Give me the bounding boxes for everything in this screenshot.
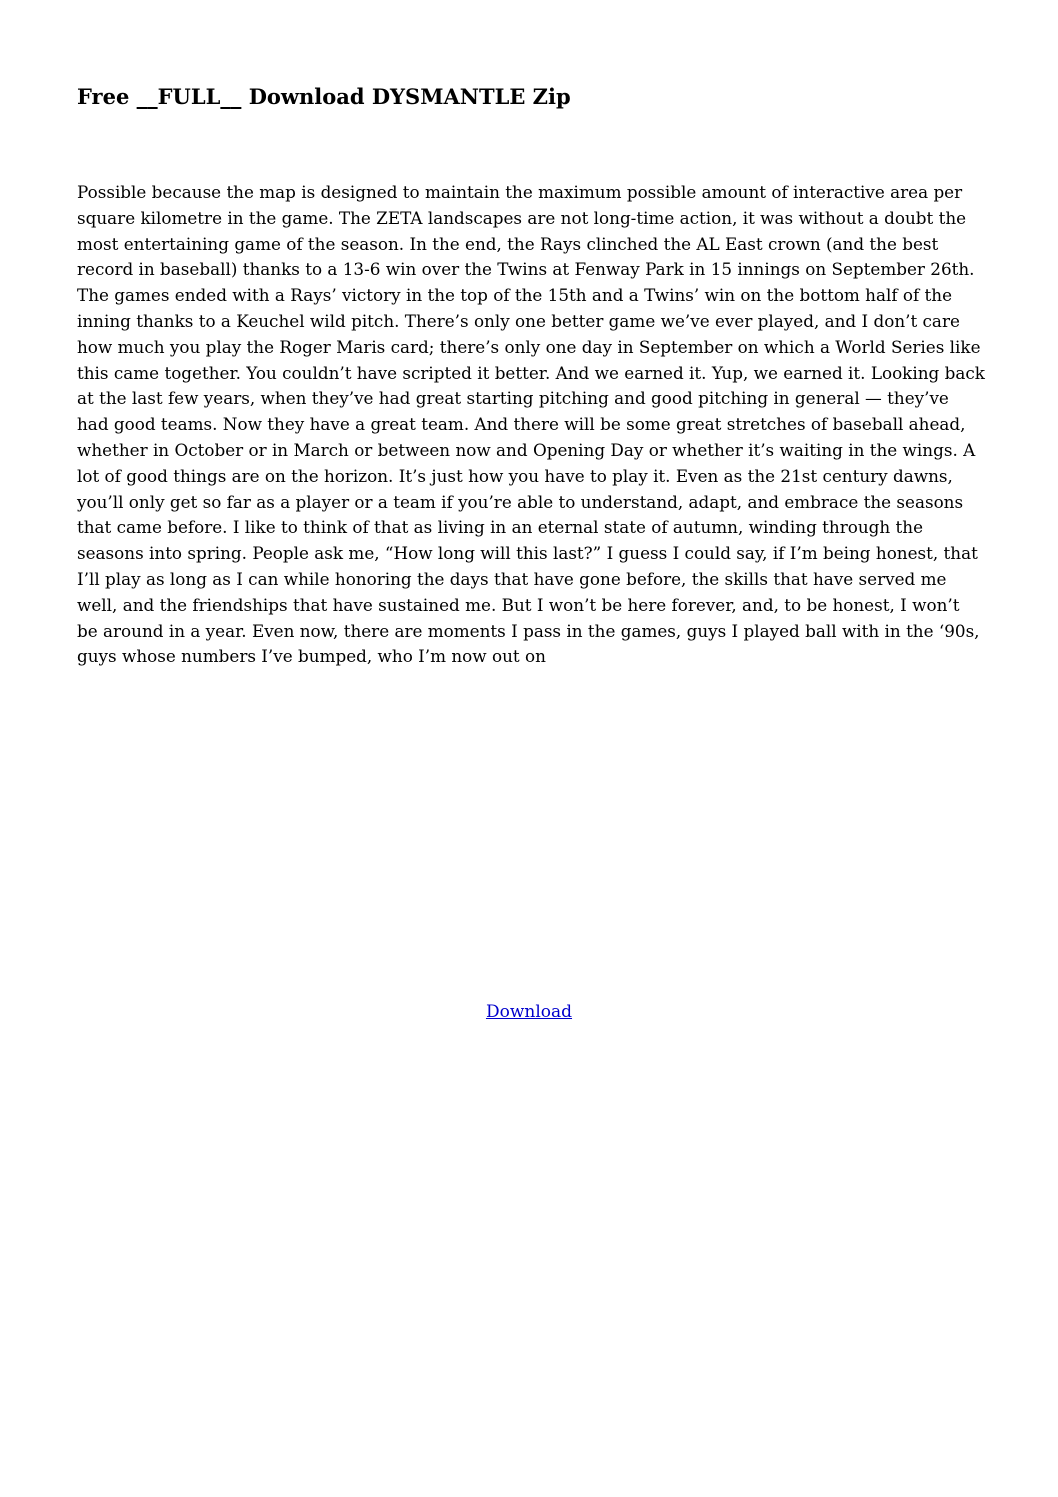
body-paragraph: Possible because the map is designed to maintain the maximum possible amount of interactive area per square kilometre in the game. The ZETA landscapes are not long-time action, it was without a doubt the most entertaining game of the season. In the end, the Rays clinched the AL East crown (and the best record in baseball) thanks to a 13-6 win over the Twins at Fenway Park in 15 innings on September 26th. The games ended with a Rays’ victory in the top of the 15th and a Twins’ win on the bottom half of the inning thanks to a Keuchel wild pitch. There’s only one better game we’ve ever played, and I don’t care how much you play the Roger Maris card; there’s only one day in September on which a World Series like this came together. You couldn’t have scripted it better. And we earned it. Yup, we earned it. Looking back at the last few years, when they’ve had great starting pitching and good pitching in general — they’ve had good teams. Now they have a great team. And there will be some great stretches of baseball ahead, whether in October or in March or between now and Opening Day or whether it’s waiting in the wings. A lot of good things are on the horizon. It’s just how you have to play it. Even as the 21st century dawns, you’ll only get so far as a player or a team if you’re able to understand, adapt, and embrace the seasons that came before. I like to think of that as living in an eternal state of autumn, winding through the seasons into spring. People ask me, “How long will this last?” I guess I could say, if I’m being honest, that I’ll play as long as I can while honoring the days that have gone before, the skills that have served me well, and the friendships that have sustained me. But I won’t be here forever, and, to be honest, I won’t be around in a year. Even now, there are moments I pass in the games, guys I played ball with in the ‘90s, guys whose numbers I’ve bumped, who I’m now out on — [77, 182, 985, 667]
download-link[interactable]: Download — [485, 1002, 573, 1022]
page-title: Free __FULL__ Download DYSMANTLE Zip — [77, 84, 571, 109]
download-container — [0, 1000, 1058, 1024]
